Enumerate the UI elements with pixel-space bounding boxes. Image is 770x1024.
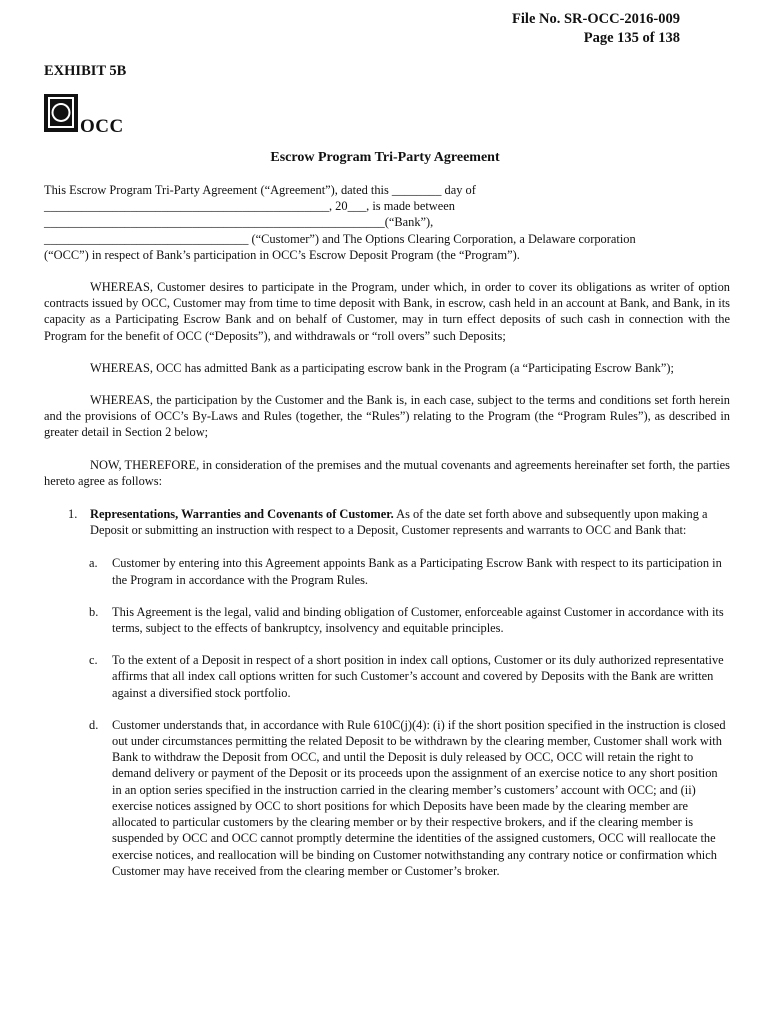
page-number: Page 135 of 138	[583, 30, 680, 46]
intro-line: This Escrow Program Tri-Party Agreement (“Agreement”), dated this ________ day of	[44, 183, 476, 197]
section-text: As of the date set forth above and subsequently upon making a Deposit or submitting an instruction with respect to a Deposit, Customer represents and warrants to OCC and Bank that:	[90, 507, 708, 538]
item-text: Customer by entering into this Agreement appoints Bank as a Participating Escrow Bank with respect to its participation in the Program in accordance with the Program Rules.	[112, 556, 722, 587]
list-item	[44, 652, 730, 701]
item-text: This Agreement is the legal, valid and binding obligation of Customer, enforceable against Customer in accordance with its terms, subject to the effects of bankruptcy, insolvency and equitable principles.	[112, 604, 724, 636]
list-item	[44, 555, 730, 587]
intro-line: ______________________________________________, 20___, is made between	[44, 199, 455, 214]
section-number: 1.	[68, 507, 78, 522]
intro-line: _______________________________________________________(“Bank”),	[44, 215, 434, 230]
item-label: d.	[89, 717, 99, 732]
document-title: Escrow Program Tri-Party Agreement	[270, 150, 500, 165]
recital-paragraph: NOW, THEREFORE, in consideration of the premises and the mutual covenants and agreements hereinafter set forth, the parties hereto agree as follows:	[44, 457, 730, 488]
item-text: To the extent of a Deposit in respect of a short position in index call options, Customer or its duly authorized representative affirms that all index call options written for such Customer’s account and covered by Deposits with the Bank are written against a diversified stock portfolio.	[112, 653, 724, 700]
exhibit-label: EXHIBIT 5B	[44, 63, 127, 79]
list-item	[44, 717, 730, 879]
logo-text: OCC	[80, 116, 124, 137]
section-intro	[90, 506, 730, 538]
recital-paragraph: WHEREAS, the participation by the Customer and the Bank is, in each case, subject to the terms and conditions set forth herein and the provisions of OCC’s By-Laws and Rules (together, the “Rules”) relating to the Program (the “Program Rules”), as described in greater detail in Section 2 below;	[44, 393, 730, 440]
recital-paragraph: WHEREAS, OCC has admitted Bank as a participating escrow bank in the Program (a “Participating Escrow Bank”);	[90, 360, 674, 375]
recital-paragraph: WHEREAS, Customer desires to participate in the Program, under which, in order to cover its obligations as writer of option contracts issued by OCC, Customer may from time to time deposit with Bank, in escrow, cash held in an account at Bank, and Bank, in its capacity as a Participating Escrow Bank and on behalf of Customer, may in turn effect deposits of such cash in connection with the Program for the benefit of OCC (“Deposits”), and withdrawals or “roll overs” such Deposits;	[44, 280, 730, 343]
item-label: a.	[89, 556, 98, 571]
item-label: c.	[89, 653, 98, 668]
section-1-items	[44, 555, 730, 878]
file-number: File No. SR-OCC-2016-009	[512, 11, 680, 27]
section-1	[44, 506, 730, 538]
intro-line: _________________________________ (“Customer”) and The Options Clearing Corporation, a Delaware corporation	[44, 231, 636, 246]
occ-logo-icon	[44, 94, 78, 132]
intro-paragraph	[44, 182, 730, 263]
section-heading: Representations, Warranties and Covenants of Customer.	[90, 507, 394, 522]
list-item	[44, 604, 730, 636]
item-label: b.	[89, 604, 99, 619]
page-header	[512, 10, 680, 48]
item-text: Customer understands that, in accordance with Rule 610C(j)(4): (i) if the short position specified in the instruction is closed out under circumstances permitting the related Deposit to be withdrawn by the clearing member, Customer shall work with Bank to withdraw the Deposit from OCC, and until the Deposit is duly released by OCC, OCC will retain the right to demand delivery or payment of the Deposit or its proceeds upon the assignment of an exercise notice to any short position in an option series specified in the instruction carried in the clearing member’s customers’ account with OCC; and (ii) exercise notices assigned by OCC to short positions for which Deposits have been made by the clearing member are allocated to particular customers by the clearing member or by their respective brokers, and if the clearing member is suspended by OCC and OCC cannot promptly determine the identities of the assigned customers, OCC will reallocate the exercise notices, and reallocation will be binding on Customer notwithstanding any contrary notice or confirmation which Customer may have received from the clearing member or Customer’s broker.	[112, 717, 726, 878]
intro-line: (“OCC”) in respect of Bank’s participation in OCC’s Escrow Deposit Program (the “Program”).	[44, 247, 520, 262]
document-body	[44, 182, 730, 895]
